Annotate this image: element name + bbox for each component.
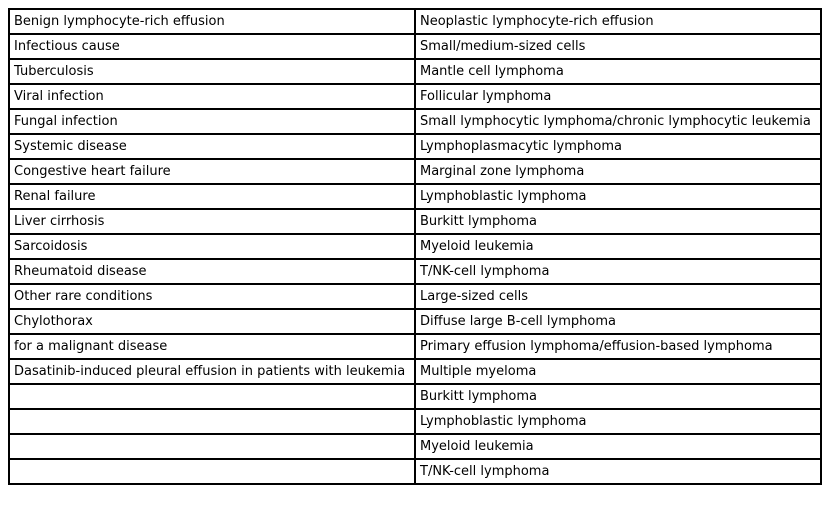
table-row (9, 59, 821, 84)
benign-cell (9, 434, 415, 459)
benign-cell: Renal failure (9, 184, 415, 209)
neoplastic-cell: T/NK-cell lymphoma (415, 259, 821, 284)
benign-cell: Infectious cause (9, 34, 415, 59)
neoplastic-cell: Multiple myeloma (415, 359, 821, 384)
neoplastic-cell: Mantle cell lymphoma (415, 59, 821, 84)
table-row (9, 234, 821, 259)
table-row (9, 384, 821, 409)
benign-cell (9, 384, 415, 409)
benign-cell: Dasatinib-induced pleural effusion in patients with leukemia (9, 359, 415, 384)
benign-cell: Benign lymphocyte-rich effusion (9, 9, 415, 34)
neoplastic-cell: Burkitt lymphoma (415, 384, 821, 409)
benign-cell: Viral infection (9, 84, 415, 109)
table-row (9, 284, 821, 309)
effusion-classification-table-wrapper (8, 8, 822, 485)
table-row (9, 84, 821, 109)
benign-cell: Rheumatoid disease (9, 259, 415, 284)
table-row (9, 309, 821, 334)
table-row (9, 334, 821, 359)
neoplastic-cell: Lymphoplasmacytic lymphoma (415, 134, 821, 159)
neoplastic-cell: Marginal zone lymphoma (415, 159, 821, 184)
neoplastic-cell: Myeloid leukemia (415, 434, 821, 459)
table-row (9, 459, 821, 484)
neoplastic-cell: Lymphoblastic lymphoma (415, 184, 821, 209)
neoplastic-cell: Neoplastic lymphocyte-rich effusion (415, 9, 821, 34)
benign-cell: Tuberculosis (9, 59, 415, 84)
benign-cell: Systemic disease (9, 134, 415, 159)
neoplastic-cell: Lymphoblastic lymphoma (415, 409, 821, 434)
neoplastic-cell: Myeloid leukemia (415, 234, 821, 259)
benign-cell: Fungal infection (9, 109, 415, 134)
benign-cell (9, 409, 415, 434)
table-row (9, 9, 821, 34)
benign-cell: for a malignant disease (9, 334, 415, 359)
neoplastic-cell: Large-sized cells (415, 284, 821, 309)
table-row (9, 434, 821, 459)
benign-cell: Congestive heart failure (9, 159, 415, 184)
neoplastic-cell: Primary effusion lymphoma/effusion-based lymphoma (415, 334, 821, 359)
benign-cell (9, 459, 415, 484)
neoplastic-cell: Small/medium-sized cells (415, 34, 821, 59)
table-row (9, 409, 821, 434)
table-row (9, 34, 821, 59)
benign-cell: Liver cirrhosis (9, 209, 415, 234)
effusion-classification-table (8, 8, 822, 485)
benign-cell: Chylothorax (9, 309, 415, 334)
benign-cell: Other rare conditions (9, 284, 415, 309)
benign-cell: Sarcoidosis (9, 234, 415, 259)
neoplastic-cell: T/NK-cell lymphoma (415, 459, 821, 484)
table-row (9, 259, 821, 284)
neoplastic-cell: Small lymphocytic lymphoma/chronic lymphocytic leukemia (415, 109, 821, 134)
neoplastic-cell: Diffuse large B-cell lymphoma (415, 309, 821, 334)
neoplastic-cell: Follicular lymphoma (415, 84, 821, 109)
table-row (9, 184, 821, 209)
table-row (9, 159, 821, 184)
table-row (9, 134, 821, 159)
table-body (9, 9, 821, 484)
table-row (9, 209, 821, 234)
table-row (9, 109, 821, 134)
neoplastic-cell: Burkitt lymphoma (415, 209, 821, 234)
table-row (9, 359, 821, 384)
